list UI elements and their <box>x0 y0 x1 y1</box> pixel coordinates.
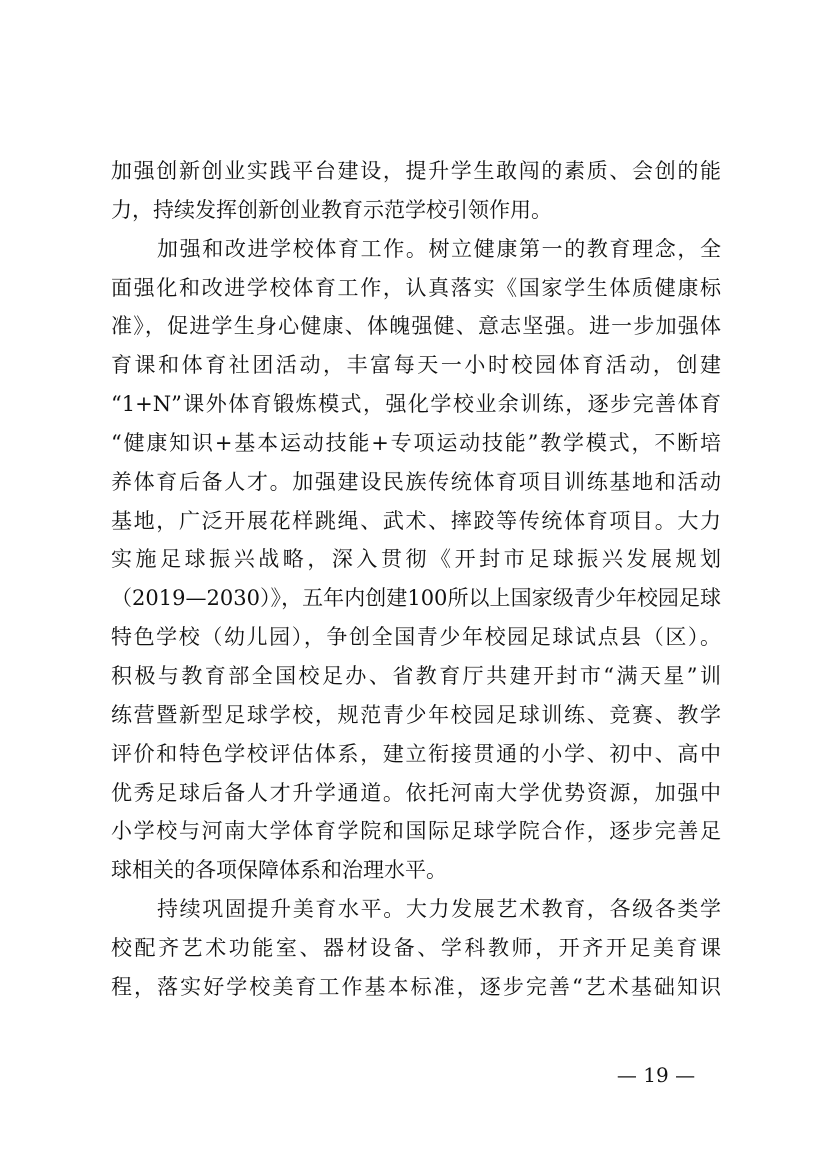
text-line: 校配齐艺术功能室、器材设备、学科教师，开齐开足美育课 <box>111 935 721 960</box>
text-line: 基地，广泛开展花样跳绳、武术、摔跤等传统体育项目。大力 <box>111 508 721 533</box>
text-line: 特色学校（幼儿园），争创全国青少年校园足球试点县（区）。 <box>111 625 721 650</box>
text-line: 程，落实好学校美育工作基本标准，逐步完善“艺术基础知识 <box>111 974 721 999</box>
text-line: 球相关的各项保障体系和治理水平。 <box>111 858 447 883</box>
text-line: 评价和特色学校评估体系，建立衔接贯通的小学、初中、高中 <box>111 741 721 766</box>
text-line: 实施足球振兴战略，深入贯彻《开封市足球振兴发展规划 <box>111 547 721 572</box>
text-line: 练营暨新型足球学校，规范青少年校园足球训练、竞赛、教学 <box>111 702 721 727</box>
text-line: 准》，促进学生身心健康、体魄强健、意志坚强。进一步加强体 <box>111 314 721 339</box>
text-line: （2019—2030）》，五年内创建100所以上国家级青少年校园足球 <box>111 586 721 611</box>
text-line: 面强化和改进学校体育工作，认真落实《国家学生体质健康标 <box>111 275 721 300</box>
text-line: 加强创新创业实践平台建设，提升学生敢闯的素质、会创的能 <box>111 159 721 183</box>
text-line: 力，持续发挥创新创业教育示范学校引领作用。 <box>111 197 552 222</box>
text-line: 小学校与河南大学体育学院和国际足球学院合作，逐步完善足 <box>111 819 721 844</box>
text-line: 养体育后备人才。加强建设民族传统体育项目训练基地和活动 <box>111 469 721 494</box>
body-text <box>111 152 721 1007</box>
page-number: — 19 — <box>616 1063 696 1087</box>
text-line: “1+N”课外体育锻炼模式，强化学校业余训练，逐步完善体育 <box>111 392 721 417</box>
text-line: “健康知识+基本运动技能+专项运动技能”教学模式，不断培 <box>111 430 721 455</box>
paragraph-first-line: 持续巩固提升美育水平。大力发展艺术教育，各级各类学 <box>157 897 721 922</box>
text-line: 优秀足球后备人才升学通道。依托河南大学优势资源，加强中 <box>111 780 721 805</box>
text-line: 育课和体育社团活动，丰富每天一小时校园体育活动，创建 <box>111 353 721 378</box>
text-line: 积极与教育部全国校足办、省教育厅共建开封市“满天星”训 <box>111 663 721 688</box>
paragraph-first-line: 加强和改进学校体育工作。树立健康第一的教育理念，全 <box>157 236 721 261</box>
